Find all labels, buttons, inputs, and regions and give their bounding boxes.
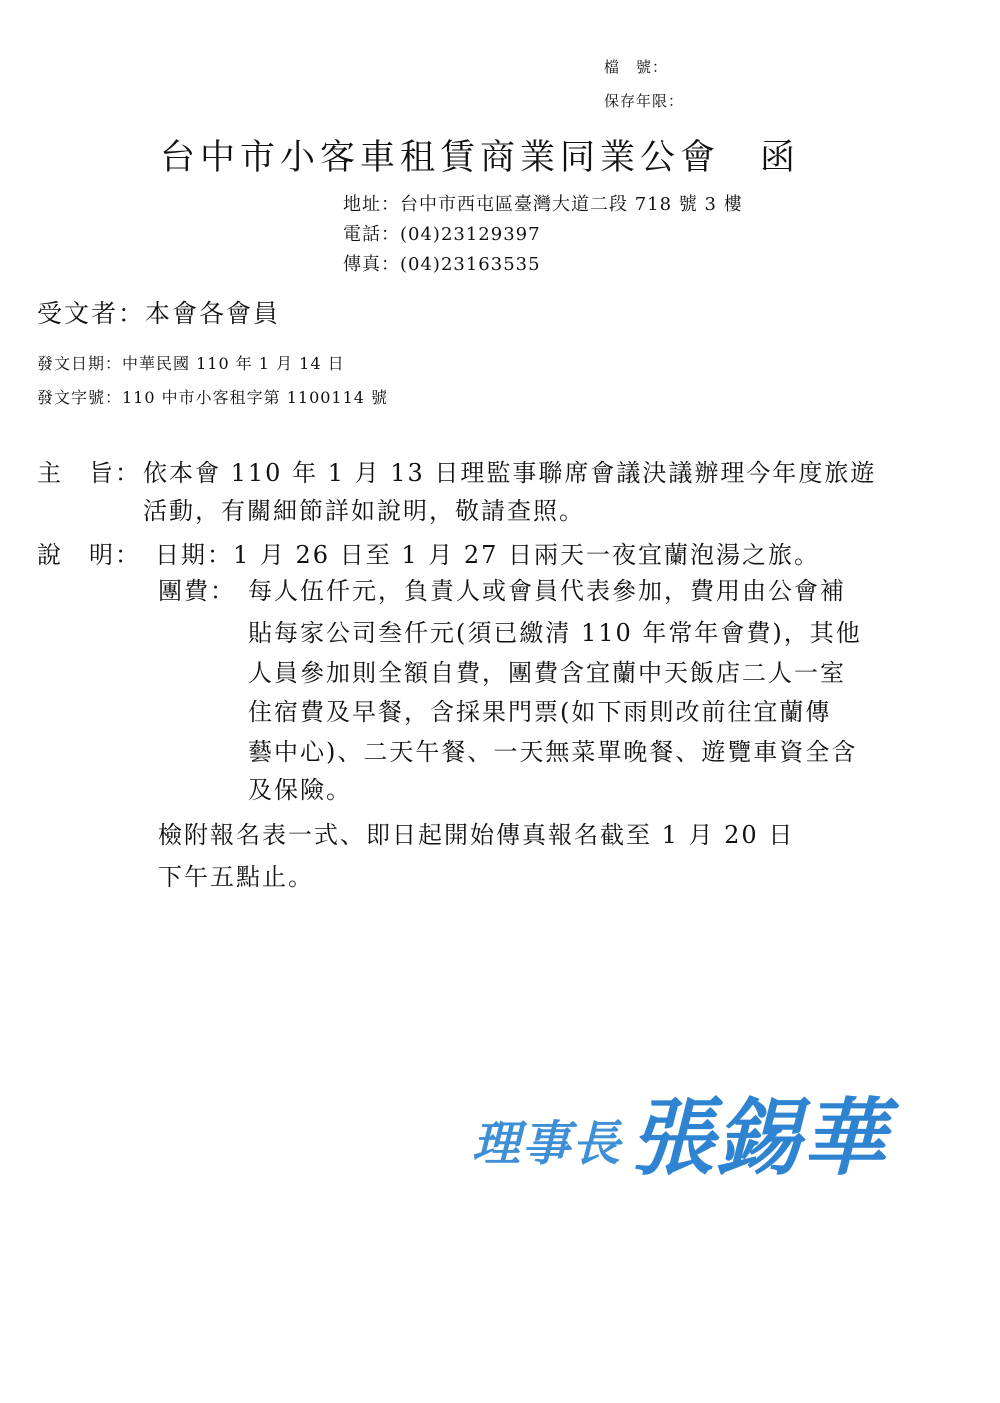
document-title: 台中市小客車租賃商業同業公會 函: [160, 138, 801, 178]
issue-number: 發文字號：110 中市小客租字第 1100114 號: [37, 388, 389, 407]
org-address: 地址：台中市西屯區臺灣大道二段 718 號 3 樓: [343, 194, 743, 215]
chairman-signature-stamp: [470, 1072, 920, 1192]
fee-line: 貼每家公司叁仟元(須已繳清 110 年常年會費)，其他: [248, 619, 862, 647]
retention-period-label: 保存年限：: [604, 92, 685, 110]
fee-line: 藝中心)、二天午餐、一天無菜單晚餐、遊覽車資全含: [248, 738, 858, 766]
file-number-label: 檔 號：: [604, 58, 669, 76]
fee-line: 住宿費及早餐，含採果門票(如下雨則改前往宜蘭傳: [248, 698, 832, 726]
fee-line: 人員參加則全額自費，團費含宜蘭中天飯店二人一室: [248, 659, 846, 687]
signature-name: 張錫華: [630, 1088, 889, 1187]
org-fax: 傳真：(04)23163535: [343, 254, 541, 275]
signature-title: 理事長: [472, 1116, 623, 1172]
subject-label: 主 旨：: [37, 459, 141, 487]
issue-date: 發文日期：中華民國 110 年 1 月 14 日: [37, 354, 345, 373]
attachment-line: 下午五點止。: [158, 863, 314, 891]
recipient-line: 受文者：本會各會員: [37, 299, 281, 328]
explanation-label: 說 明：: [37, 541, 141, 569]
trip-date-line: 日期：1 月 26 日至 1 月 27 日兩天一夜宜蘭泡湯之旅。: [155, 541, 821, 569]
subject-line: 活動，有關細節詳如說明，敬請查照。: [143, 497, 585, 525]
fee-label: 團費：: [158, 577, 236, 605]
attachment-line: 檢附報名表一式、即日起開始傳真報名截至 1 月 20 日: [158, 821, 795, 849]
fee-line: 及保險。: [248, 776, 352, 804]
subject-line: 依本會 110 年 1 月 13 日理監事聯席會議決議辦理今年度旅遊: [143, 459, 877, 487]
fee-line: 每人伍仟元，負責人或會員代表參加，費用由公會補: [248, 577, 846, 605]
org-phone: 電話：(04)23129397: [343, 224, 541, 245]
